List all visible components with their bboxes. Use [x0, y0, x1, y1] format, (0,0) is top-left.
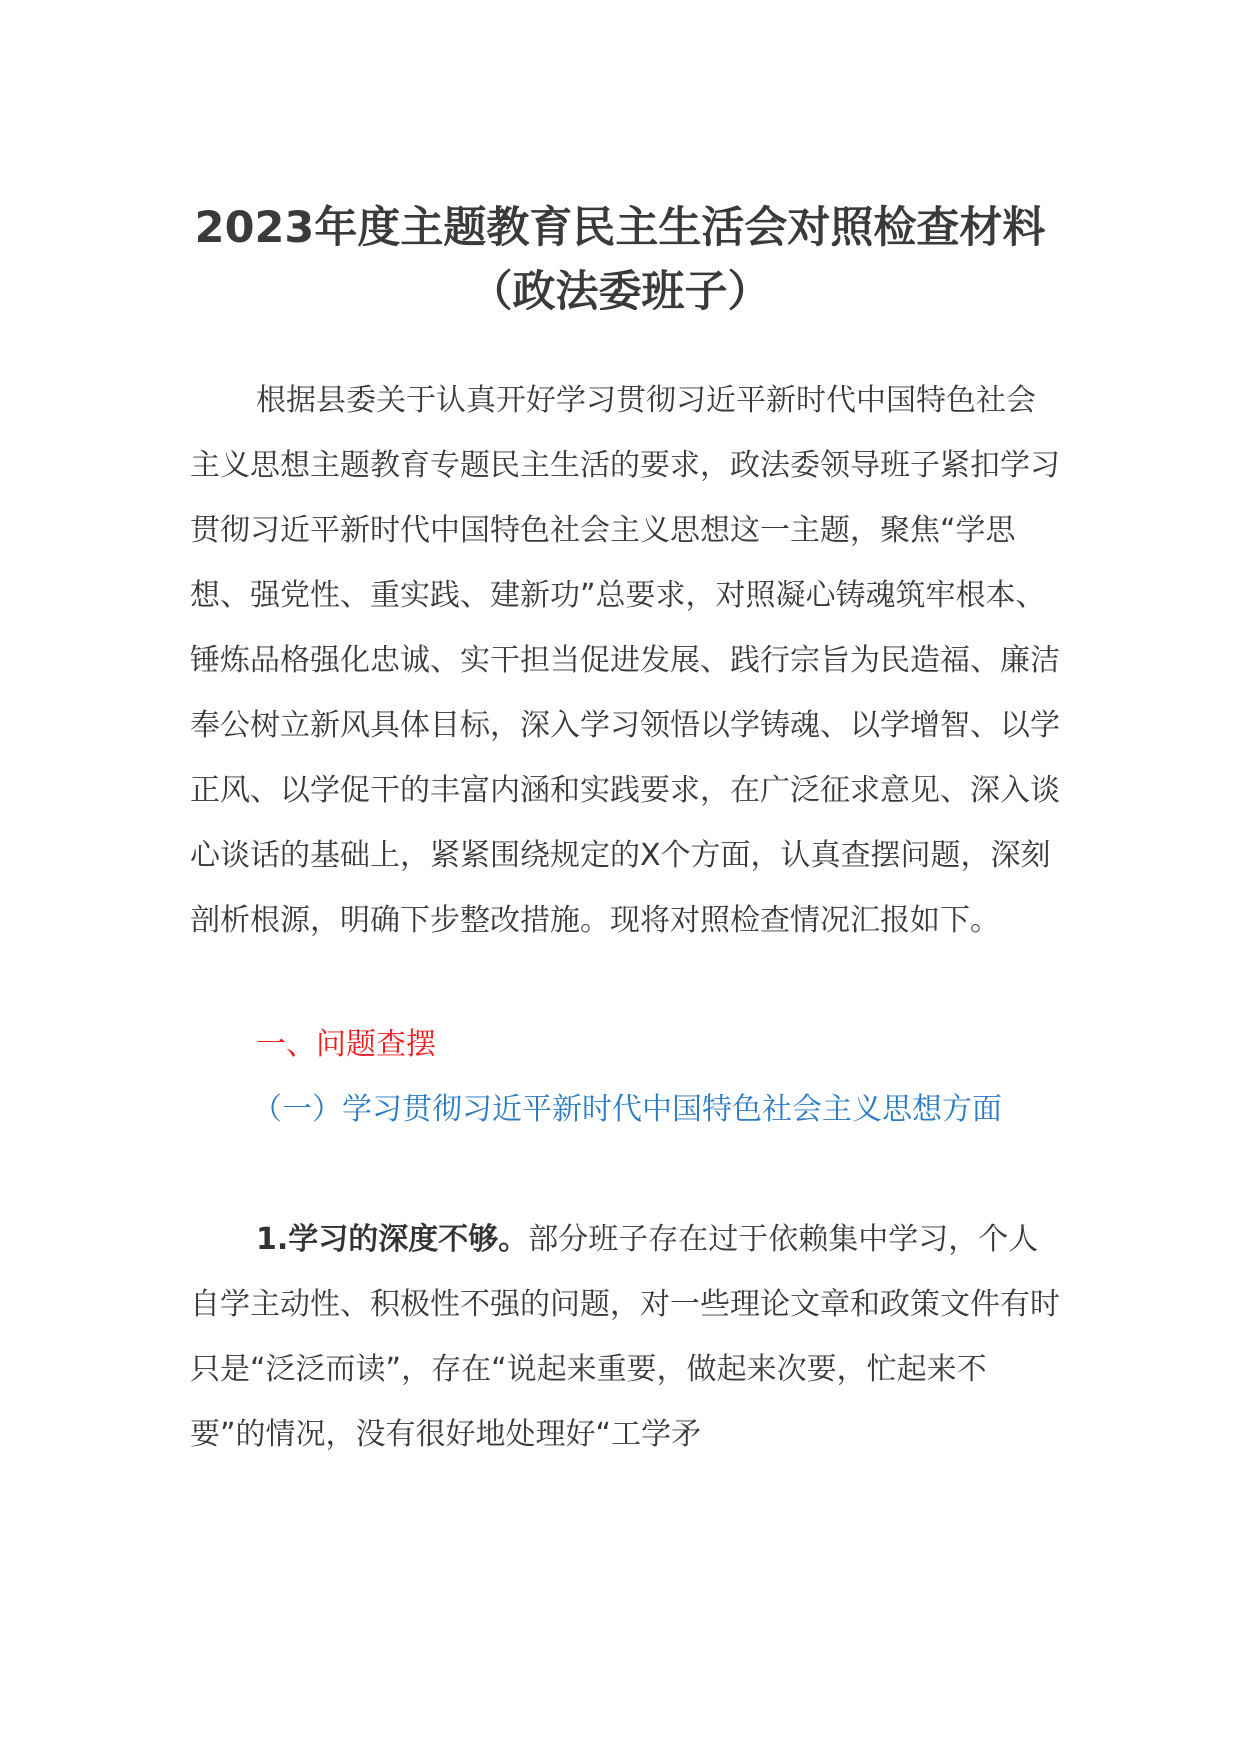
document-title: 2023年度主题教育民主生活会对照检查材料（政法委班子） — [194, 203, 1046, 317]
item-text: 部分班子存在过于依赖集中学习，个人自学主动性、积极性不强的问题，对一些理论文章和政策文件有时只是“泛泛而读”，存在“说起来重要，做起来次要，忙起来不要”的情况，没有很好地处理好“工学矛 — [190, 1222, 1060, 1452]
intro-paragraph: 根据县委关于认真开好学习贯彻习近平新时代中国特色社会主义思想主题教育专题民主生活的要求，政法委领导班子紧扣学习贯彻习近平新时代中国特色社会主义思想这一主题，聚焦“学思想、强党性、重实践、建新功”总要求，对照凝心铸魂筑牢根本、锤炼品格强化忠诚、实干担当促进发展、践行宗旨为民造福、廉洁奉公树立新风具体目标，深入学习领悟以学铸魂、以学增智、以学正风、以学促干的丰富内涵和实践要求，在广泛征求意见、深入谈心谈话的基础上，紧紧围绕规定的X个方面，认真查摆问题，深刻剖析根源，明确下步整改措施。现将对照检查情况汇报如下。 — [190, 383, 1060, 938]
section-heading: 一、问题查摆 — [256, 1027, 436, 1062]
item-lead: 1.学习的深度不够。 — [256, 1222, 529, 1257]
subsection-heading: （一）学习贯彻习近平新时代中国特色社会主义思想方面 — [252, 1092, 1002, 1127]
item-paragraph — [190, 1207, 1060, 1467]
